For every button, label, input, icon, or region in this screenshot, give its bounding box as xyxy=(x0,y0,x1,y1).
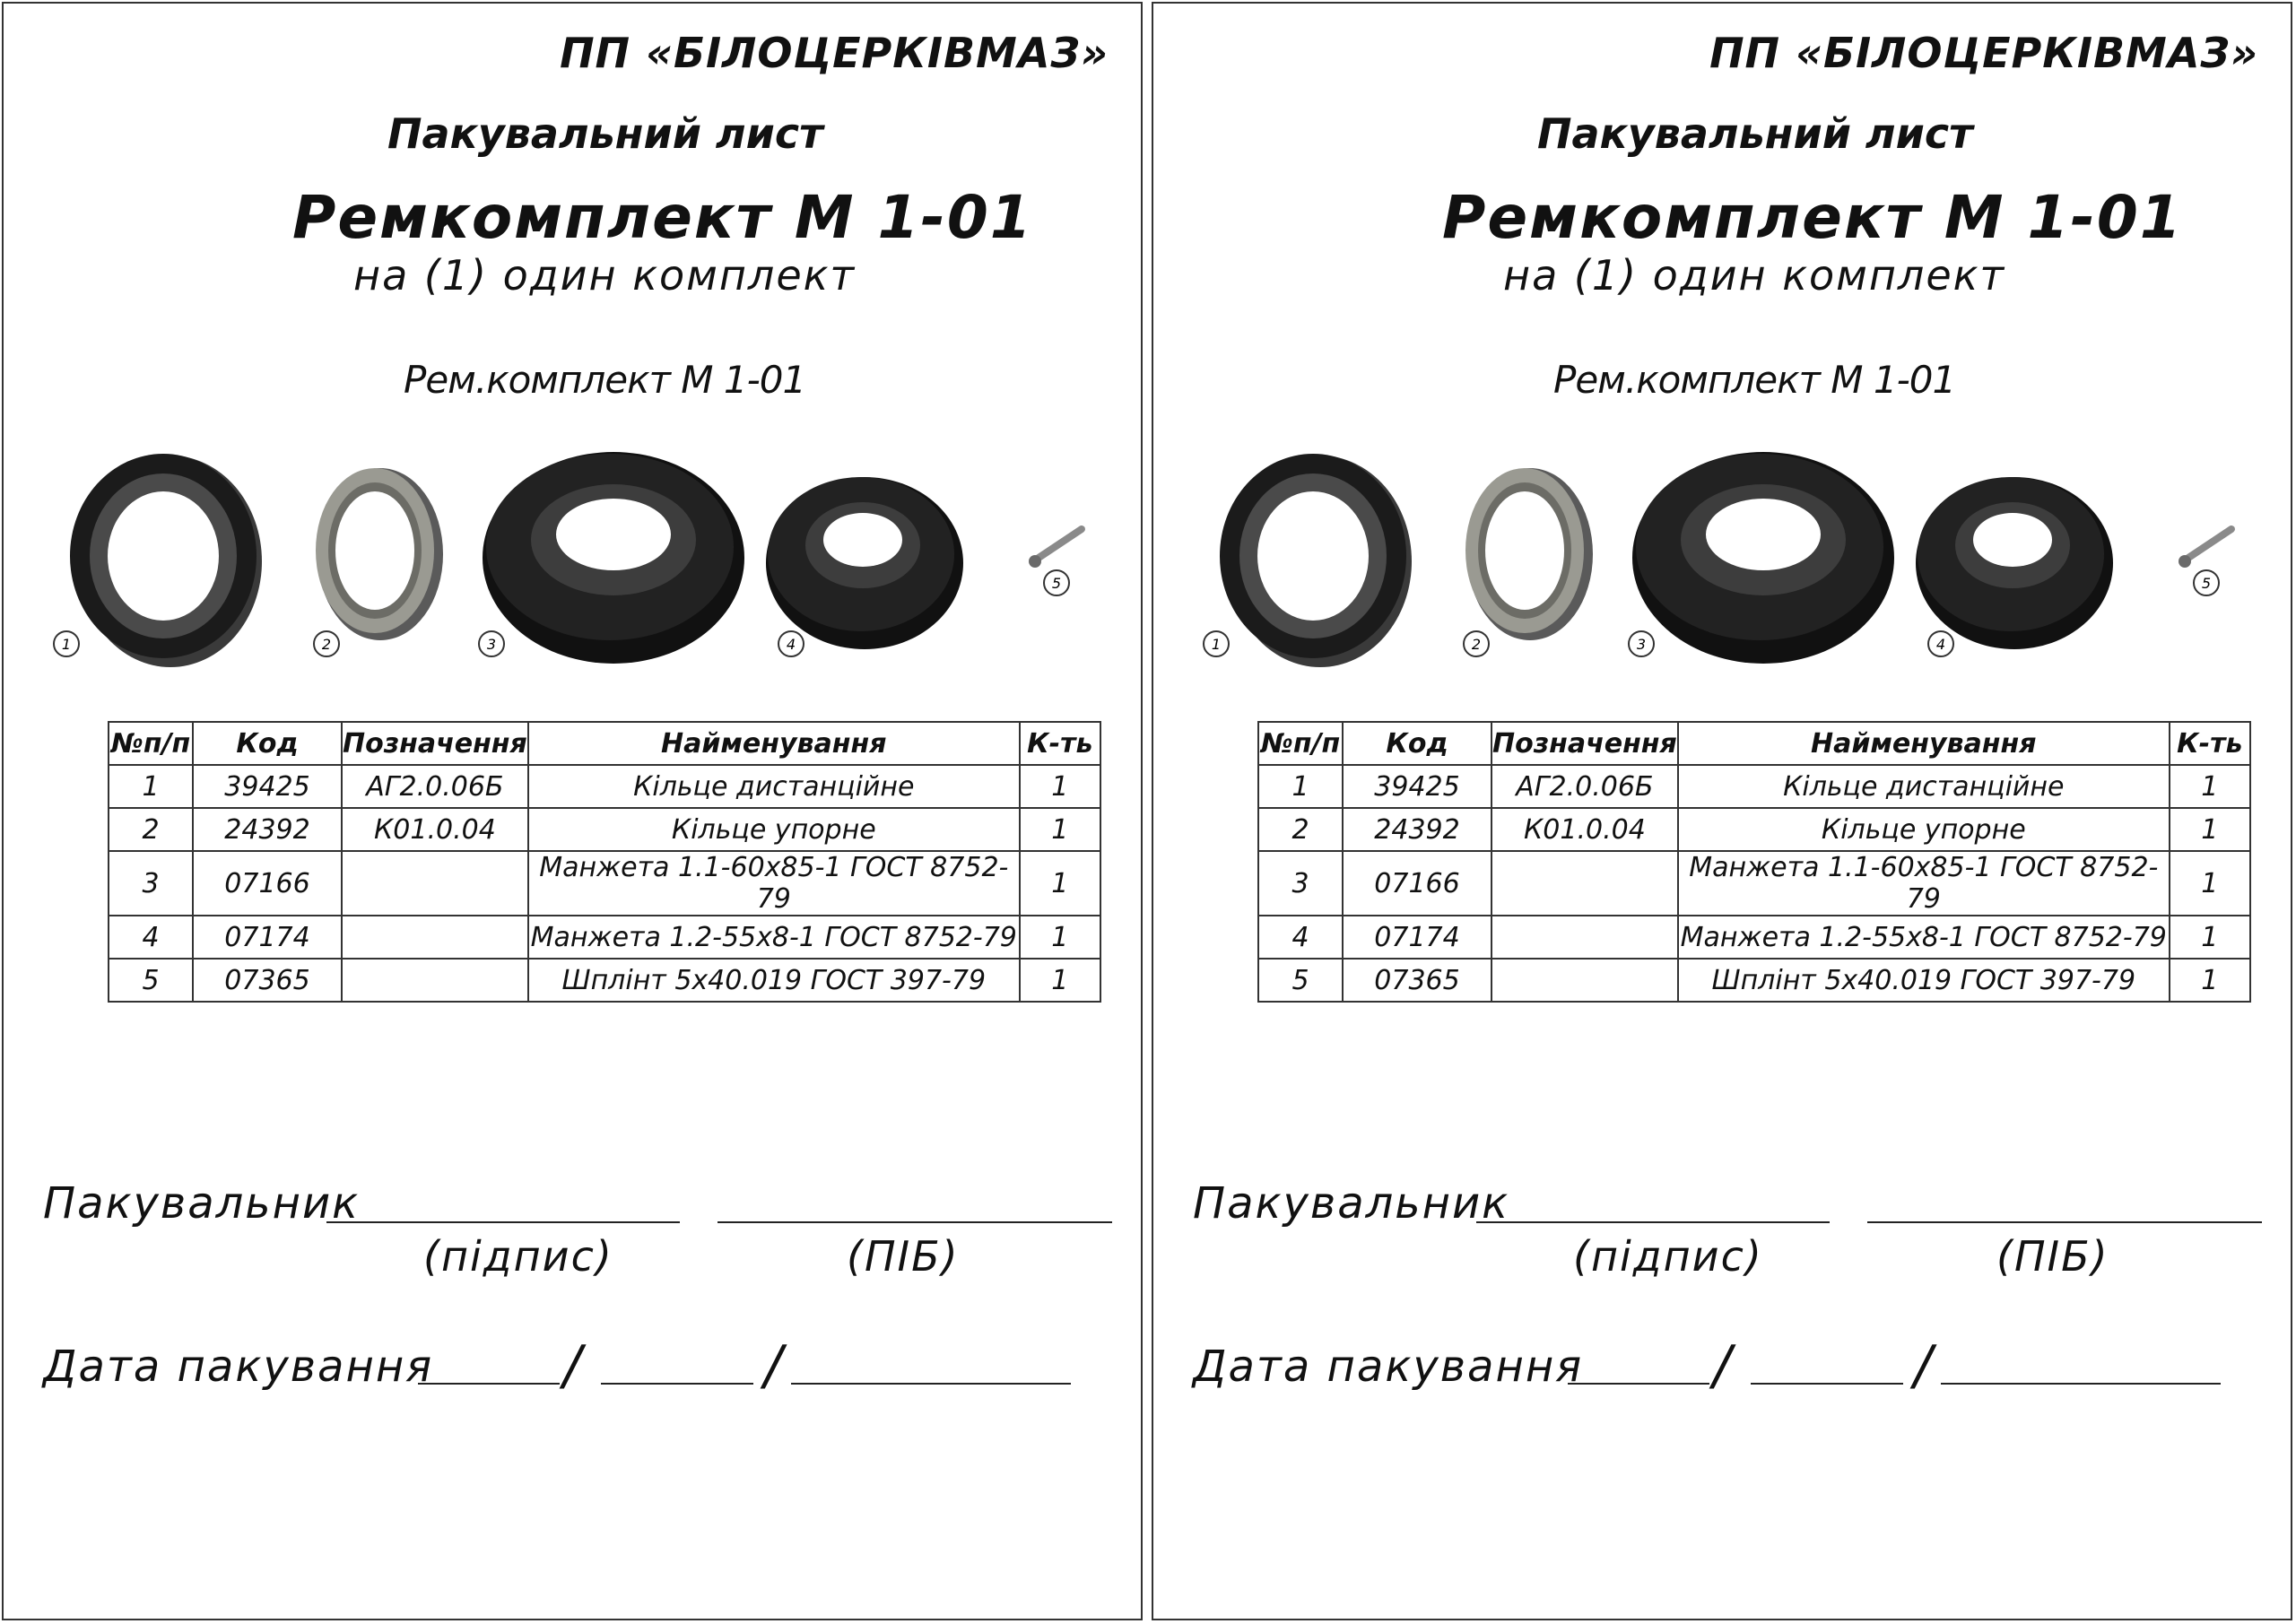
cell-quantity: 1 xyxy=(1020,959,1100,1002)
part-5-pin-image xyxy=(1029,529,1082,568)
date-label: Дата пакування xyxy=(1193,1342,1584,1392)
cell-designation xyxy=(342,851,528,916)
cell-name: Кільце упорне xyxy=(528,808,1020,851)
name-line xyxy=(718,1221,1112,1223)
cell-name: Шплінт 5х40.019 ГОСТ 397-79 xyxy=(528,959,1020,1002)
cell-designation: К01.0.04 xyxy=(1492,808,1678,851)
packing-sheet-left xyxy=(2,2,1143,1620)
part-5-number: 5 xyxy=(1051,575,1062,592)
header-quantity: К-ть xyxy=(1020,722,1100,765)
kit-subtitle: на (1) один комплект xyxy=(1503,251,2006,300)
header-quantity: К-ть xyxy=(2170,722,2250,765)
header-name: Найменування xyxy=(528,722,1020,765)
company-name: ПП «БІЛОЦЕРКІВМАЗ» xyxy=(560,29,1109,77)
date-month-line xyxy=(1751,1383,1903,1385)
cell-number: 5 xyxy=(109,959,193,1002)
kit-title: Ремкомплект М 1-01 xyxy=(292,183,1033,252)
part-5-number: 5 xyxy=(2201,575,2212,592)
part-3-number: 3 xyxy=(1636,636,1647,653)
table-header-row xyxy=(109,722,1100,765)
table-row xyxy=(109,851,1100,916)
cell-code: 39425 xyxy=(1343,765,1492,808)
cell-designation xyxy=(342,959,528,1002)
table-header-row xyxy=(1258,722,2250,765)
document-title: Пакувальний лист xyxy=(1537,109,1973,158)
cell-name: Шплінт 5х40.019 ГОСТ 397-79 xyxy=(1678,959,2170,1002)
signature-line xyxy=(326,1221,680,1223)
cell-quantity: 1 xyxy=(2170,851,2250,916)
part-1-number: 1 xyxy=(1211,636,1222,653)
part-3-seal-image xyxy=(1632,452,1894,664)
cell-quantity: 1 xyxy=(2170,916,2250,959)
cell-number: 5 xyxy=(1258,959,1343,1002)
cell-name: Манжета 1.1-60х85-1 ГОСТ 8752-79 xyxy=(1678,851,2170,916)
date-day-line xyxy=(1568,1383,1709,1385)
header-designation: Позначення xyxy=(1492,722,1678,765)
part-4-seal-image xyxy=(1916,477,2113,649)
cell-name: Манжета 1.1-60х85-1 ГОСТ 8752-79 xyxy=(528,851,1020,916)
cell-designation xyxy=(342,916,528,959)
cell-quantity: 1 xyxy=(1020,851,1100,916)
header-number: №п/п xyxy=(109,722,193,765)
date-day-line xyxy=(418,1383,560,1385)
cell-quantity: 1 xyxy=(1020,916,1100,959)
signature-line xyxy=(1476,1221,1830,1223)
cell-code: 07365 xyxy=(193,959,342,1002)
cell-number: 2 xyxy=(109,808,193,851)
part-3-number: 3 xyxy=(486,636,497,653)
cell-code: 24392 xyxy=(1343,808,1492,851)
table-row xyxy=(109,916,1100,959)
header-code: Код xyxy=(193,722,342,765)
table-row xyxy=(109,959,1100,1002)
cell-number: 3 xyxy=(1258,851,1343,916)
table-row xyxy=(1258,765,2250,808)
kit-caption: Рем.комплект М 1-01 xyxy=(404,358,806,402)
cell-number: 4 xyxy=(109,916,193,959)
cell-name: Манжета 1.2-55х8-1 ГОСТ 8752-79 xyxy=(1678,916,2170,959)
part-2-ring-image xyxy=(1465,468,1593,640)
cell-designation: К01.0.04 xyxy=(342,808,528,851)
date-year-line xyxy=(791,1383,1071,1385)
parts-illustration xyxy=(4,434,1144,676)
header-designation: Позначення xyxy=(342,722,528,765)
kit-subtitle: на (1) один комплект xyxy=(353,251,857,300)
cell-code: 07166 xyxy=(193,851,342,916)
cell-number: 2 xyxy=(1258,808,1343,851)
part-4-seal-image xyxy=(766,477,963,649)
cell-quantity: 1 xyxy=(2170,808,2250,851)
signature-hint: (підпис) xyxy=(1573,1232,1763,1281)
date-year-line xyxy=(1941,1383,2221,1385)
date-month-line xyxy=(601,1383,753,1385)
table-row xyxy=(1258,808,2250,851)
cell-code: 07365 xyxy=(1343,959,1492,1002)
cell-number: 1 xyxy=(109,765,193,808)
kit-caption: Рем.комплект М 1-01 xyxy=(1553,358,1956,402)
date-separator: / xyxy=(1914,1334,1933,1397)
part-4-number: 4 xyxy=(786,636,796,653)
table-row xyxy=(109,765,1100,808)
part-2-ring-image xyxy=(316,468,443,640)
cell-designation: АГ2.0.06Б xyxy=(1492,765,1678,808)
cell-designation xyxy=(1492,851,1678,916)
part-3-seal-image xyxy=(483,452,744,664)
date-separator: / xyxy=(1713,1334,1732,1397)
cell-code: 07174 xyxy=(193,916,342,959)
cell-code: 07174 xyxy=(1343,916,1492,959)
cell-number: 3 xyxy=(109,851,193,916)
parts-illustration xyxy=(1153,434,2294,676)
cell-number: 1 xyxy=(1258,765,1343,808)
name-hint: (ПІБ) xyxy=(847,1232,960,1281)
table-row xyxy=(1258,959,2250,1002)
part-1-ring-image xyxy=(1220,454,1412,667)
cell-number: 4 xyxy=(1258,916,1343,959)
part-2-number: 2 xyxy=(1471,636,1482,653)
part-1-number: 1 xyxy=(61,636,72,653)
packer-label: Пакувальник xyxy=(1193,1178,1510,1229)
name-line xyxy=(1867,1221,2262,1223)
cell-designation: АГ2.0.06Б xyxy=(342,765,528,808)
cell-code: 39425 xyxy=(193,765,342,808)
packing-sheet-right xyxy=(1152,2,2292,1620)
parts-table xyxy=(1257,721,2251,1003)
cell-quantity: 1 xyxy=(2170,765,2250,808)
date-separator: / xyxy=(764,1334,783,1397)
header-name: Найменування xyxy=(1678,722,2170,765)
cell-code: 24392 xyxy=(193,808,342,851)
cell-quantity: 1 xyxy=(1020,765,1100,808)
company-name: ПП «БІЛОЦЕРКІВМАЗ» xyxy=(1709,29,2258,77)
cell-designation xyxy=(1492,916,1678,959)
cell-code: 07166 xyxy=(1343,851,1492,916)
cell-name: Кільце дистанційне xyxy=(1678,765,2170,808)
cell-quantity: 1 xyxy=(1020,808,1100,851)
signature-hint: (підпис) xyxy=(423,1232,613,1281)
part-1-ring-image xyxy=(70,454,262,667)
table-row xyxy=(1258,916,2250,959)
cell-name: Кільце дистанційне xyxy=(528,765,1020,808)
name-hint: (ПІБ) xyxy=(1996,1232,2109,1281)
packer-label: Пакувальник xyxy=(43,1178,361,1229)
cell-name: Кільце упорне xyxy=(1678,808,2170,851)
table-row xyxy=(109,808,1100,851)
cell-designation xyxy=(1492,959,1678,1002)
header-number: №п/п xyxy=(1258,722,1343,765)
header-code: Код xyxy=(1343,722,1492,765)
table-row xyxy=(1258,851,2250,916)
part-5-pin-image xyxy=(2179,529,2231,568)
date-separator: / xyxy=(563,1334,582,1397)
document-title: Пакувальний лист xyxy=(387,109,823,158)
kit-title: Ремкомплект М 1-01 xyxy=(1442,183,2183,252)
date-label: Дата пакування xyxy=(43,1342,434,1392)
parts-table xyxy=(108,721,1101,1003)
cell-name: Манжета 1.2-55х8-1 ГОСТ 8752-79 xyxy=(528,916,1020,959)
part-2-number: 2 xyxy=(321,636,332,653)
part-4-number: 4 xyxy=(1935,636,1946,653)
cell-quantity: 1 xyxy=(2170,959,2250,1002)
